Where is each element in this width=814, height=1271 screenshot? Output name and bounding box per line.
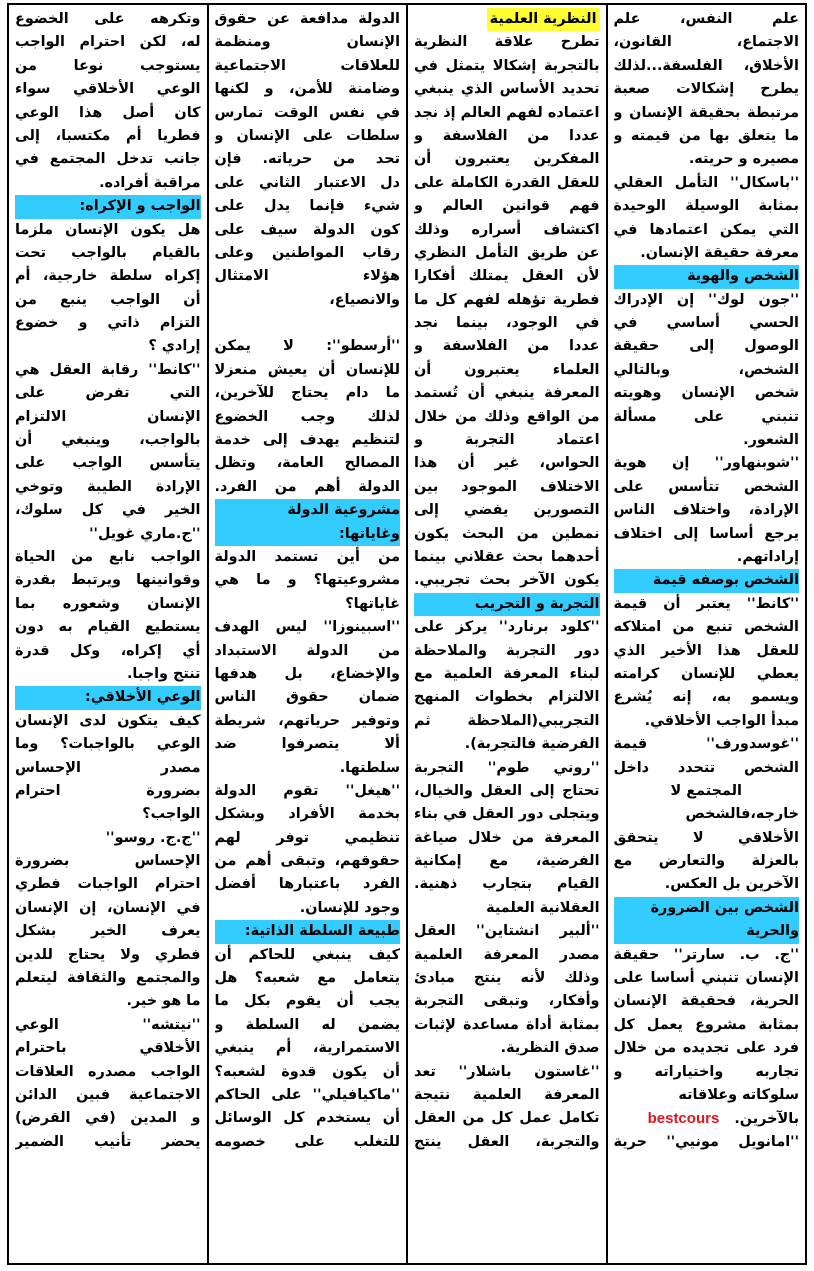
text-line: التي يمكن اعتمادها في — [613, 221, 799, 238]
text-line: الإرادة الطيبة وتوخي — [15, 478, 201, 495]
text-line: المجتمع لا — [670, 782, 742, 799]
text-line: حقوقهم، وتبقى أهم من — [214, 853, 400, 870]
text-line: يتعامل مع شعبه؟ هل — [214, 970, 400, 987]
text-line: ''كانط'' رقابة العقل هي — [15, 361, 201, 378]
text-line: الأخلاقي باحترام — [15, 1040, 201, 1057]
text-line: الحواس، غير أن هذا — [414, 455, 600, 472]
text-line: ألا يتصرفوا ضد — [214, 736, 400, 753]
section-heading: التجربة و التجريب — [414, 593, 600, 616]
text-line: المفكرين يعتبرون أن — [414, 151, 600, 168]
text-line: تجاربه واختياراته و — [613, 1063, 799, 1080]
text-line: للتغلب على خصومه — [214, 1133, 400, 1150]
text-line: الآخرين بل العكس. — [664, 876, 799, 893]
text-line: الإنسان الالتزام — [15, 408, 201, 425]
text-line: الشخص تتحدد داخل — [613, 759, 799, 776]
text-line: خارجه،فالشخص — [685, 806, 799, 823]
text-line: والانصياع، — [329, 291, 400, 308]
text-line: مصدر المعرفة العلمية — [414, 946, 600, 963]
text-line: رقاب المواطنين وعلى — [214, 244, 400, 261]
text-line: في الوجود، بينما نجد — [414, 315, 600, 332]
text-line: يضمن له السلطة و — [214, 1016, 400, 1033]
text-line: ما دام يحتاج للآخرين، — [214, 385, 400, 402]
text-line: ''غوسدورف'' قيمة — [613, 736, 799, 753]
text-line: احترام الواجبات فطري — [15, 876, 201, 893]
text-line: الدولة أهم من الفرد. — [214, 478, 400, 495]
text-line: هل يكون الإنسان ملزما — [15, 221, 201, 238]
text-line: مبدأ الواجب الأخلاقي. — [644, 712, 799, 729]
text-line: يطرح إشكالات صعبة — [613, 81, 799, 98]
text-line: الفرضية فالتجربة). — [464, 736, 600, 753]
text-line — [614, 1107, 800, 1130]
text-line: يرجع أساسا إلى اختلاف — [613, 525, 799, 542]
section-heading: الواجب و الإكراه: — [15, 195, 201, 218]
text-line: بضرورة احترام — [15, 782, 201, 799]
column-4 — [9, 5, 207, 1263]
text-line: بمثابة أداة مساعدة لإثبات — [414, 1016, 600, 1033]
text-line: أن الواجب ينبع من — [15, 291, 201, 308]
text-line: بالعزلة والتعارض مع — [613, 853, 799, 870]
document-page — [7, 3, 807, 1265]
text-line: يجب أن يقوم بكل ما — [214, 993, 400, 1010]
section-heading — [414, 8, 600, 31]
text-line: تحديد الأساس الذي ينبغي — [414, 81, 600, 98]
text-line: للإنسان أن يعيش منعزلا — [214, 361, 400, 378]
text-line: يستوجب نوعا من — [15, 57, 201, 74]
text-line: ضمان حقوق الناس — [214, 689, 400, 706]
text-line: سلطات على الإنسان و — [214, 127, 400, 144]
text-line: بخدمة الأفراد وبشكل — [214, 806, 400, 823]
text-line: ويتجلى دور العقل في بناء — [414, 806, 600, 823]
text-line: الشخص، وبالتالي — [613, 361, 799, 378]
text-line: ''امانويل مونيي'' حرية — [613, 1133, 799, 1150]
text-line: و المدين (في القرض) — [15, 1110, 201, 1127]
text-line: المعرفة العلمية نتيجة — [414, 1086, 600, 1103]
text-line: للعقل القدرة الكاملة على — [414, 174, 600, 191]
text-line: الالتزام بخطوات المنهج — [414, 689, 600, 706]
text-line: المعرفة من خلال صياغة — [414, 829, 600, 846]
text-span: بالآخرين. — [734, 1111, 799, 1128]
text-line: الإنسان ومنظمة — [214, 34, 400, 51]
text-line: سلوكاته وعلاقاته — [678, 1086, 799, 1103]
text-line: بالتجربة إشكالا يتمثل في — [414, 57, 600, 74]
brand-watermark: bestcours — [647, 1110, 720, 1128]
column-2 — [406, 5, 606, 1263]
text-line: فرد على تجديده من خلال — [613, 1040, 799, 1057]
text-line: وضامنة للأمن، و لكنها — [214, 81, 400, 98]
text-line: الاختلاف الموجود بين — [414, 478, 600, 495]
text-line: الاستمرارية، أم ينبغي — [214, 1040, 400, 1057]
text-line: شخص الإنسان وهويته — [613, 385, 799, 402]
text-line: مشروعيتها؟ و ما هي — [214, 572, 400, 589]
text-line: فهم قوانين العالم و — [414, 198, 600, 215]
text-line: تنبني على مسألة — [613, 408, 799, 425]
text-line: يعرف الخير بشكل — [15, 923, 201, 940]
text-line: الاجتماع، القانون، — [613, 34, 799, 51]
section-heading: طبيعة السلطة الذاتية: — [215, 920, 401, 943]
text-line: دل الاعتبار الثاني على — [214, 174, 400, 191]
text-line: وذلك لأنه ينتج مبادئ — [414, 970, 600, 987]
text-line: تنظيمي توفر لهم — [214, 829, 400, 846]
text-line: فطريا أم مكتسبا، إلى — [15, 127, 201, 144]
text-line: يكون الآخر بحث تجريبي. — [414, 572, 600, 589]
text-line: ''أرسطو'': لا يمكن — [214, 338, 400, 355]
text-line: للعلاقات الاجتماعية — [214, 57, 400, 74]
text-line: تحتاج إلى العقل والخيال، — [414, 782, 600, 799]
text-line: ''كلود برنارد'' يركز على — [414, 619, 600, 636]
text-line: اعتماد التجربة و — [414, 432, 600, 449]
text-line: أن يستخدم كل الوسائل — [214, 1110, 400, 1127]
text-line: مراقبة أفراده. — [99, 174, 201, 191]
text-line: من أين تستمد الدولة — [214, 548, 400, 565]
text-line: الإرادة، واختلاف الناس — [613, 502, 799, 519]
text-line: تكامل عمل كل من العقل — [414, 1110, 600, 1127]
text-line: ما يتعلق بها من قيمته و — [613, 127, 799, 144]
column-3 — [207, 5, 407, 1263]
text-line: مصيره و حريته. — [688, 151, 799, 168]
text-line: ''غاستون باشلار'' تعد — [414, 1063, 600, 1080]
text-line: الواجب مصدره العلاقات — [15, 1063, 201, 1080]
text-line: التجريبي(الملاحظة ثم — [414, 712, 600, 729]
text-line: أحدهما بحث عقلاني بينما — [414, 548, 600, 565]
text-line: بالواجب، وينبغي أن — [15, 432, 201, 449]
text-line: والتجربة، العقل ينتج — [414, 1133, 600, 1150]
text-line: يعطي للإنسان كرامته — [613, 665, 799, 682]
text-line: لبناء المعرفة العلمية مع — [414, 665, 600, 682]
text-line: إرادي ؟ — [148, 338, 201, 355]
text-line: فطري ولا يحتاج للدين — [15, 946, 201, 963]
text-line: المعرفة ينبغي أن تُستمد — [414, 385, 600, 402]
section-heading: والحرية — [614, 920, 800, 943]
text-line: فطرية تؤهله لفهم كل ما — [414, 291, 600, 308]
text-line: الأخلاق، الفلسفة...لذلك — [613, 57, 799, 74]
text-line: الاجتماعية فبين الدائن — [15, 1086, 201, 1103]
text-line: للعقل هذا الأخير الذي — [613, 642, 799, 659]
text-line: التي تفرض على — [15, 385, 201, 402]
text-line: ''ج. ب. سارتر'' حقيقة — [613, 946, 799, 963]
text-line: الوصول إلى حقيقة — [613, 338, 799, 355]
text-line: كان أصل هذا الوعي — [15, 104, 201, 121]
text-line: ''اسبينوزا'' ليس الهدف — [214, 619, 400, 636]
text-line: ''شوبنهاور'' إن هوية — [613, 455, 799, 472]
text-line: الوعي بالواجبات؟ وما — [15, 736, 201, 753]
text-line: وأفكار، وتبقى التجربة — [414, 993, 600, 1010]
text-line: الإنسان وشعوره بما — [15, 595, 201, 612]
text-line: أن يكون قدوة لشعبه؟ — [214, 1063, 400, 1080]
section-heading: وغاياتها: — [215, 523, 401, 546]
text-line: إكراه سلطة خارجية، أم — [15, 268, 201, 285]
text-line: الفرد باعتبارها أفضل — [214, 876, 400, 893]
text-line: عددا من الفلاسفة و — [414, 338, 600, 355]
text-line: الإحساس بضرورة — [15, 853, 201, 870]
text-line: العقلانية العلمية — [486, 899, 600, 916]
text-line: الفرضية، مع إمكانية — [414, 853, 600, 870]
text-line: اعتماده لفهم العالم إذ نجد — [414, 104, 600, 121]
text-line: اكتشاف أسراره وذلك — [414, 221, 600, 238]
text-line: شيء فإنما يدل على — [214, 198, 400, 215]
text-line: وقوانينها ويرتبط بقدرة — [15, 572, 201, 589]
text-line: لأن العقل يمتلك أفكارا — [414, 268, 600, 285]
text-line: ما هو خير. — [126, 993, 201, 1010]
text-line: المصالح العامة، وتظل — [214, 455, 400, 472]
text-line: يستطيع القيام به دون — [15, 619, 201, 636]
text-line: وجود للإنسان. — [299, 899, 400, 916]
text-line: التزام ذاتي و خضوع — [15, 315, 201, 332]
text-line: القيام بتجارب ذهنية. — [414, 876, 600, 893]
text-line: بمثابة الوسيلة الوحيدة — [613, 198, 799, 215]
text-line: العلماء يعتبرون أن — [414, 361, 600, 378]
text-line: الواجب؟ — [142, 806, 201, 823]
text-line: هؤلاء الامتثال — [214, 268, 400, 285]
text-line: إراداتهم. — [736, 548, 799, 565]
text-line: التصورين يفضي إلى — [414, 502, 600, 519]
text-line: وتوفير حرياتهم، شريطة — [214, 712, 400, 729]
text-line: الأخلاقي لا يتحقق — [613, 829, 799, 846]
text-line: تحد من حرياته. فإن — [214, 151, 400, 168]
text-line: عن طريق التأمل النظري — [414, 244, 600, 261]
text-line: في نفس الوقت تمارس — [214, 104, 400, 121]
text-line: مرتبطة بحقيقة الإنسان و — [613, 104, 799, 121]
text-line: ''ألبير انشتاين'' العقل — [414, 923, 600, 940]
text-line: يحضر تأنيب الضمير — [15, 1133, 201, 1150]
text-line: والمجتمع والثقافة ليتعلم — [15, 970, 201, 987]
text-line: الواجب نابع من الحياة — [15, 548, 201, 565]
text-line: الحسي أساسي في — [613, 315, 799, 332]
text-line: من الواقع وذلك من خلال — [414, 408, 600, 425]
text-line: له، لكن احترام الواجب — [15, 34, 201, 51]
text-line: نمطين من البحث يكون — [414, 525, 600, 542]
text-line: من الدولة الاستبداد — [214, 642, 400, 659]
text-line: غاياتها؟ — [345, 595, 400, 612]
text-line: كون الدولة سيف على — [214, 221, 400, 238]
text-line: الخير في كل سلوك، — [15, 502, 201, 519]
section-heading: مشروعية الدولة — [215, 499, 401, 522]
text-line: الشخص تنبع من امتلاكه — [613, 619, 799, 636]
text-line: علم النفس، علم — [613, 11, 799, 27]
text-line: ''كانط'' يعتبر أن قيمة — [613, 595, 799, 612]
text-line: لتنظيم يهدف إلى خدمة — [214, 432, 400, 449]
text-line: الحرية، فحقيقة الإنسان — [613, 993, 799, 1010]
text-line: كيف يتكون لدى الإنسان — [15, 712, 201, 729]
text-line: الشخص تتأسس على — [613, 478, 799, 495]
column-1 — [606, 5, 806, 1263]
text-line: عددا من الفلاسفة و — [414, 127, 600, 144]
text-line: ''ج.ماري غويل'' — [89, 525, 201, 542]
text-line: ''روني طوم'' التجربة — [414, 759, 600, 776]
text-line: سلطتها. — [339, 759, 400, 776]
text-line: معرفة حقيقة الإنسان. — [640, 244, 799, 261]
text-line: أي إكراه، وكل قدرة — [15, 642, 201, 659]
text-line: الوعي الأخلاقي سواء — [15, 81, 201, 98]
blank-line — [215, 312, 401, 335]
text-line: بالقيام بالواجب تحت — [15, 244, 201, 261]
text-line: مصدر الإحساس — [15, 759, 201, 776]
text-line: يتأسس الواجب على — [15, 455, 201, 472]
text-line: ''جون لوك'' إن الإدراك — [613, 291, 799, 308]
text-line: الشعور. — [743, 432, 799, 449]
text-line: ''ج.ج. روسو'' — [105, 829, 201, 846]
text-line: بمثابة مشروع يعمل كل — [613, 1016, 799, 1033]
text-line: تطرح علاقة النظرية — [414, 34, 600, 51]
text-line: لذلك وجب الخضوع — [214, 408, 400, 425]
text-line: الإنسان تنبني أساسا على — [613, 970, 799, 987]
text-line: دور التجربة والملاحظة — [414, 642, 600, 659]
text-line: ويسمو به، إنه يُشرع — [613, 689, 799, 706]
text-line: كيف ينبغي للحاكم أن — [214, 946, 400, 963]
text-line: جانب تدخل المجتمع في — [15, 151, 201, 168]
text-line: الدولة مدافعة عن حقوق — [214, 11, 400, 27]
text-line: صدق النظرية. — [500, 1040, 600, 1057]
section-heading: الشخص والهوية — [614, 265, 800, 288]
text-line: ''ماكيافيلي'' على الحاكم — [214, 1086, 400, 1103]
text-line: وتكرهه على الخضوع — [15, 11, 201, 27]
text-line: في الإنسان، إن الإنسان — [15, 899, 201, 916]
section-heading: الشخص بين الضرورة — [614, 897, 800, 920]
section-heading: الشخص بوصفه قيمة — [614, 569, 800, 592]
text-line: والإخضاع، بل هدفها — [214, 665, 400, 682]
text-line: ''نيتشه'' الوعي — [15, 1016, 201, 1033]
text-line: ''هيغل'' تقوم الدولة — [214, 782, 400, 799]
text-line: تنتج واجبا. — [126, 665, 201, 682]
section-heading: الوعي الأخلاقي: — [15, 686, 201, 709]
text-line: ''باسكال'' التأمل العقلي — [613, 174, 799, 191]
heading-highlight: النظرية العلمية — [487, 8, 600, 31]
